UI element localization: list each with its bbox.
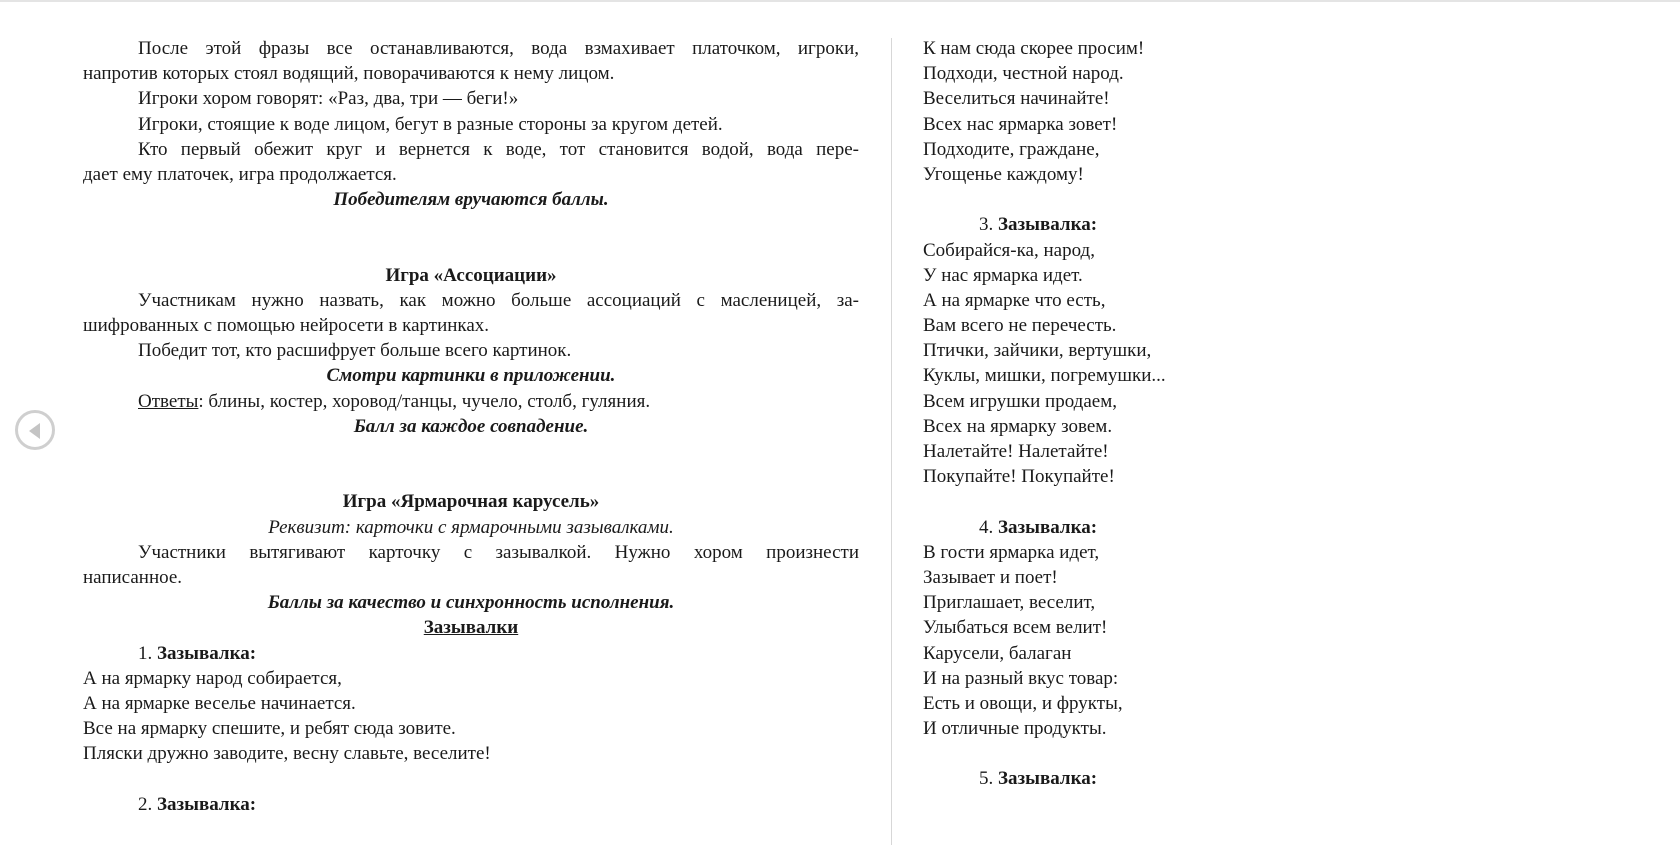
chant-number: 3. bbox=[979, 214, 998, 236]
chant-line: Угощенье каждому! bbox=[923, 163, 1084, 185]
left-column bbox=[83, 36, 859, 817]
answers-line bbox=[83, 389, 859, 414]
paragraph-line: Игроки хором говорят: «Раз, два, три — беги!» bbox=[138, 88, 519, 110]
chant-line: А на ярмарке что есть, bbox=[923, 289, 1106, 311]
chant-line: Птички, зайчики, вертушки, bbox=[923, 340, 1152, 362]
paragraph-line: напротив которых стоял водящий, поворачиваются к нему лицом. bbox=[83, 63, 615, 85]
chant-line: А на ярмарку народ собирается, bbox=[83, 667, 342, 689]
top-border bbox=[0, 0, 1680, 2]
props-note: Реквизит: карточки с ярмарочными зазывалками. bbox=[268, 516, 674, 538]
chant-number: 1. bbox=[138, 642, 157, 664]
chant-line: Подходите, граждане, bbox=[923, 138, 1100, 160]
appendix-note: Смотри картинки в приложении. bbox=[326, 365, 616, 387]
chant-line: Карусели, балаган bbox=[923, 642, 1072, 664]
chant-heading bbox=[923, 766, 1643, 791]
chant-line: Всех нас ярмарка зовет! bbox=[923, 113, 1118, 135]
answers-text: : блины, костер, хоровод/танцы, чучело, столб, гуляния. bbox=[198, 390, 651, 412]
chant-label: Зазывалка: bbox=[157, 642, 257, 664]
chant-line: Куклы, мишки, погремушки... bbox=[923, 365, 1166, 387]
chant-label: Зазывалка: bbox=[157, 793, 257, 815]
chant-line: Улыбаться всем велит! bbox=[923, 617, 1108, 639]
right-column bbox=[923, 36, 1643, 792]
score-note: Победителям вручаются баллы. bbox=[333, 189, 609, 211]
chant-line: Пляски дружно заводите, весну славьте, веселите! bbox=[83, 743, 491, 765]
chant-line: Всех на ярмарку зовем. bbox=[923, 415, 1113, 437]
chant-line: И на разный вкус товар: bbox=[923, 667, 1119, 689]
chant-line: Зазывает и поет! bbox=[923, 566, 1058, 588]
paragraph-line: написанное. bbox=[83, 566, 183, 588]
chant-line: А на ярмарке веселье начинается. bbox=[83, 692, 356, 714]
paragraph-line: шифрованных с помощью нейросети в картинках. bbox=[83, 315, 490, 337]
paragraph-line: Кто первый обежит круг и вернется к воде, тот становится водой, вода пере- bbox=[138, 138, 859, 160]
paragraph-line: дает ему платочек, игра продолжается. bbox=[83, 163, 397, 185]
chant-line: Вам всего не перечесть. bbox=[923, 315, 1117, 337]
score-note: Баллы за качество и синхронность исполнения. bbox=[267, 592, 675, 614]
chant-heading bbox=[83, 792, 859, 817]
previous-page-button[interactable] bbox=[15, 410, 55, 450]
chant-line: У нас ярмарка идет. bbox=[923, 264, 1083, 286]
chant-line: Налетайте! Налетайте! bbox=[923, 441, 1109, 462]
chant-line: Покупайте! Покупайте! bbox=[923, 466, 1115, 488]
chant-number: 2. bbox=[138, 793, 157, 815]
chant-number: 5. bbox=[979, 768, 998, 790]
chant-line: Все на ярмарку спешите, и ребят сюда зовите. bbox=[83, 718, 456, 740]
game-title-carousel: Игра «Ярмарочная карусель» bbox=[342, 491, 600, 513]
chant-number: 4. bbox=[979, 516, 998, 538]
chevron-left-icon bbox=[29, 423, 40, 439]
chant-line: В гости ярмарка идет, bbox=[923, 541, 1100, 563]
chant-line: И отличные продукты. bbox=[923, 718, 1107, 740]
chant-heading bbox=[923, 212, 1643, 237]
chant-line: Есть и овощи, и фрукты, bbox=[923, 692, 1123, 714]
chant-line: К нам сюда скорее просим! bbox=[923, 38, 1145, 59]
score-note: Балл за каждое совпадение. bbox=[353, 415, 589, 437]
game-title-associations: Игра «Ассоциации» bbox=[385, 264, 557, 286]
chant-line: Приглашает, веселит, bbox=[923, 592, 1096, 614]
paragraph-line: Победит тот, кто расшифрует больше всего картинок. bbox=[138, 340, 572, 362]
chant-line: Веселиться начинайте! bbox=[923, 88, 1110, 110]
paragraph-line: Участники вытягивают карточку с зазывалкой. Нужно хором произнести bbox=[138, 541, 859, 563]
chant-label: Зазывалка: bbox=[998, 214, 1098, 236]
chant-label: Зазывалка: bbox=[998, 768, 1098, 790]
chant-line: Подходи, честной народ. bbox=[923, 63, 1124, 85]
column-divider bbox=[891, 38, 892, 845]
paragraph-line: После этой фразы все останавливаются, вода взмахивает платочком, игроки, bbox=[138, 38, 859, 59]
chants-heading: Зазывалки bbox=[423, 617, 519, 639]
chant-label: Зазывалка: bbox=[998, 516, 1098, 538]
paragraph-line: Игроки, стоящие к воде лицом, бегут в разные стороны за кругом детей. bbox=[138, 113, 723, 135]
chant-line: Всем игрушки продаем, bbox=[923, 390, 1117, 412]
answers-label: Ответы bbox=[138, 390, 199, 412]
chant-line: Собирайся-ка, народ, bbox=[923, 239, 1095, 261]
chant-heading bbox=[923, 515, 1643, 540]
paragraph-line: Участникам нужно назвать, как можно больше ассоциаций с масленицей, за- bbox=[138, 289, 859, 311]
chant-heading bbox=[83, 641, 859, 666]
